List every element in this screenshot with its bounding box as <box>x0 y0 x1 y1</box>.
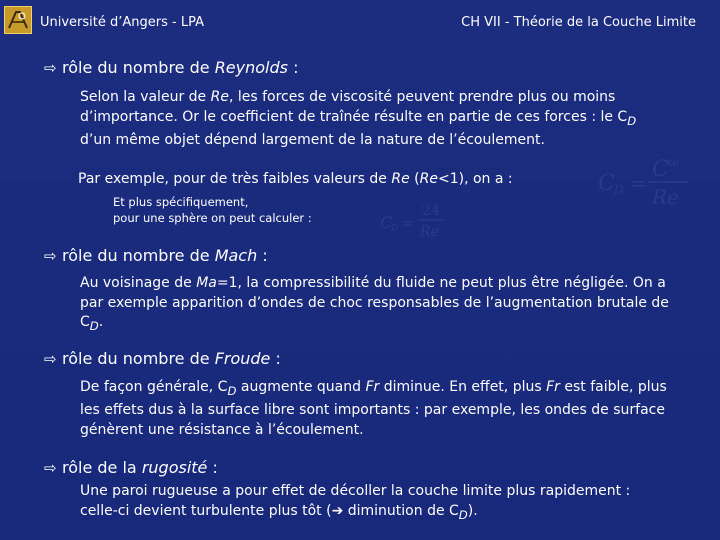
subscript-d: D <box>458 507 468 522</box>
text: ). <box>467 502 478 519</box>
heading-text: rôle du nombre de <box>62 246 215 265</box>
formula-denominator: Re <box>652 185 679 208</box>
formula-lhs: C <box>380 213 393 232</box>
heading-suffix: : <box>207 458 218 477</box>
heading-keyword: rugosité <box>141 458 208 477</box>
heading-froude <box>44 349 281 368</box>
heading-text: rôle du nombre de <box>62 349 215 368</box>
mach-paragraph <box>80 274 670 336</box>
heading-text: rôle du nombre de <box>62 58 215 77</box>
formula-cd-24 <box>380 198 450 242</box>
text: Une paroi rugueuse a pour effet de décoller la couche limite plus rapidement : celle-ci devient turbulente plus tôt ( <box>80 483 631 519</box>
formula-lhs-sub: D <box>614 183 624 197</box>
sphere-note <box>113 194 312 226</box>
formula-lhs-sub: D <box>391 224 399 234</box>
text: diminution de C <box>343 502 459 519</box>
reynolds-example <box>78 170 598 190</box>
text: De façon générale, C <box>80 379 228 395</box>
heading-suffix: : <box>287 58 299 77</box>
sphere-note-line1: Et plus spécifiquement, <box>113 195 249 209</box>
sphere-note-line2: pour une sphère on peut calculer : <box>113 211 312 225</box>
froude-paragraph <box>80 378 670 440</box>
heading-keyword: Reynolds <box>214 58 288 77</box>
text: Au voisinage de <box>80 275 197 291</box>
heading-suffix: : <box>257 246 268 265</box>
heading-rugosite <box>44 458 218 477</box>
reynolds-paragraph <box>80 88 670 150</box>
heading-reynolds <box>44 58 298 77</box>
formula-big-svg <box>596 152 700 208</box>
heading-keyword: Froude <box>214 349 271 368</box>
symbol-fr: Fr <box>546 379 560 395</box>
hollow-arrow-icon: ⇨ <box>44 459 57 477</box>
text: <1), on a : <box>437 171 513 187</box>
formula-equals: = <box>402 216 414 232</box>
symbol-re: Re <box>419 171 438 187</box>
text: =1, la compressibilité du fluide ne peut plus être négligée. On a par exemple apparition d’ondes de choc responsables de l’augmentation brutale de C <box>80 275 669 330</box>
text: Selon la valeur de <box>80 89 211 105</box>
symbol-ma: Ma <box>196 275 217 291</box>
formula-numerator-sup: te <box>668 156 679 169</box>
header-university: Université d’Angers - LPA <box>40 15 204 30</box>
formula-equals: = <box>630 171 647 195</box>
text: ( <box>409 171 420 187</box>
symbol-re: Re <box>210 89 229 105</box>
heading-mach <box>44 246 268 265</box>
subscript-d: D <box>89 318 99 333</box>
text: Par exemple, pour de très faibles valeurs de <box>78 171 392 187</box>
formula-numerator: C <box>652 157 669 182</box>
text: . <box>98 314 104 330</box>
heading-keyword: Mach <box>214 246 258 265</box>
heading-suffix: : <box>270 349 281 368</box>
symbol-fr: Fr <box>365 379 380 395</box>
heading-text: rôle de la <box>62 458 142 477</box>
formula-lhs: C <box>598 171 615 196</box>
text: , les forces de viscosité peuvent prendre plus ou moins d’importance. Or le coefficient de traînée résulte en partie de ces forces : le C <box>80 89 628 125</box>
text: diminue. En effet, plus <box>379 379 547 395</box>
text: est faible, plus les effets dus à la surface libre sont importants : par exemple, les ondes de surface génèrent une résistance à l’écoulement. <box>80 379 667 438</box>
university-logo <box>4 6 32 34</box>
hollow-arrow-icon: ⇨ <box>44 59 57 77</box>
formula-cd-constant <box>596 152 700 208</box>
slide-header <box>0 0 720 44</box>
right-arrow-icon: ➔ <box>331 502 344 519</box>
subscript-d: D <box>627 113 637 128</box>
symbol-re: Re <box>391 171 410 187</box>
header-chapter: CH VII - Théorie de la Couche Limite <box>461 15 696 30</box>
formula-denominator: Re <box>420 224 439 240</box>
rugosite-paragraph <box>80 482 670 525</box>
hollow-arrow-icon: ⇨ <box>44 350 57 368</box>
logo-mark <box>6 8 30 32</box>
text: augmente quand <box>236 379 366 395</box>
formula-numerator: 24 <box>422 203 440 219</box>
formula-small-svg <box>380 198 450 242</box>
subscript-d: D <box>227 383 237 398</box>
hollow-arrow-icon: ⇨ <box>44 247 57 265</box>
text: d’un même objet dépend largement de la nature de l’écoulement. <box>80 131 545 148</box>
